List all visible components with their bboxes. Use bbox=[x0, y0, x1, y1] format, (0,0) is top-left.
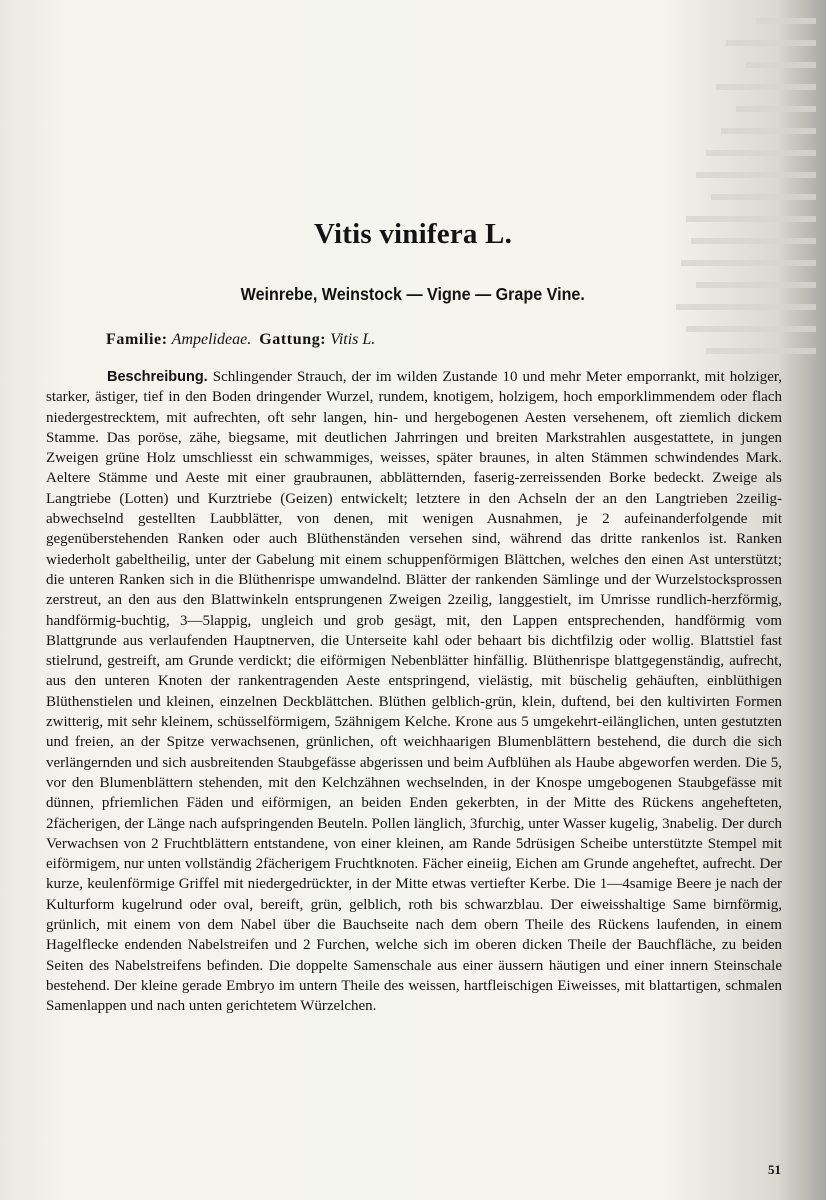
page-title: Vitis vinifera L. bbox=[313, 218, 513, 250]
genus-label: Gattung: bbox=[259, 331, 327, 348]
genus-value: Vitis L. bbox=[330, 331, 376, 348]
family-label: Familie: bbox=[106, 331, 168, 348]
family-value: Ampelideae. bbox=[171, 331, 252, 348]
taxonomy-line bbox=[106, 331, 375, 349]
description-label: Beschreibung. bbox=[107, 369, 208, 385]
common-names-subtitle: Weinrebe, Weinstock — Vigne — Grape Vine. bbox=[240, 284, 585, 304]
description-paragraph bbox=[46, 367, 782, 1017]
description-text: Schlingender Strauch, der im wilden Zustande 10 und mehr Meter emporrankt, mit holziger, starker, ästiger, tief in den Boden dringender Wurzel, rundem, knotigem, holzigem, hoch emporklimmendem oder flach niedergestrecktem, mit aufrechten, oft sehr langen, hin- und hergebogenen Aesten versehenem, oft ziemlich dickem Stamme. Das poröse, zähe, biegsame, mit deutlichen Jahrringen und breiten Markstrahlen ausgestattete, in jungen Zweigen grüne Holz umschliesst ein schwammiges, weisses, später braunes, in alten Stämmen schwindendes Mark. Aeltere Stämme und Aeste mit einer graubraunen, abblätternden, faserig-zerreissenden Borke bedeckt. Zweige als Langtriebe (Lotten) und Kurztriebe (Geizen) entwickelt; letztere in den Achseln der an den Langtrieben 2zeilig-abwechselnd gestellten Laubblätter, von denen, mit wenigen Ausnahmen, je 2 aufeinanderfolgende mit gegenüberstehenden Ranken oder auch Blüthenständen versehen sind, während das dritte rankenlos ist. Ranken wiederholt gabeltheilig, unter der Gabelung mit einem schuppenförmigen Blättchen, welches den einen Ast unterstützt; die unteren Ranken sich in die Blüthenrispe umwandelnd. Blätter der rankenden Sämlinge und der Wurzelstocksprossen zerstreut, an den aus den Blattwinkeln entsprungenen Zweigen 2zeilig, langgestielt, im Umrisse rundlich-herzförmig, handförmig-buchtig, 3—5lappig, ungleich und grob gesägt, mit, den Lappen entsprechenden, handförmig vom Blattgrunde aus verlaufenden Hauptnerven, die Unterseite kahl oder behaart bis dichtfilzig oder wollig. Blattstiel fast stielrund, gestreift, am Grunde verdickt; die eiförmigen Nebenblätter hinfällig. Blüthenrispe blattgegenständig, aufrecht, aus den unteren Knoten der rankentragenden Aeste entspringend, vielästig, mit büschelig gehäuften, einblüthigen Blüthenstielen und kleinen, einzelnen Deckblättchen. Blüthen gelblich-grün, klein, duftend, bei den kultivirten Formen zwitterig, mit sehr kleinem, schüsselförmigem, 5zähnigem Kelche. Krone aus 5 umgekehrt-eilänglichen, unten gestutzten und freien, an der Spitze verwachsenen, grünlichen, oft weichhaarigen Blumenblättern bestehend, die durch die sich verlängernden und sich ausbreitenden Staubgefässe abgerissen und beim Aufblühen als Haube abgeworfen werden. Die 5, vor den Blumenblättern stehenden, mit den Kelchzähnen wechselnden, in der Knospe umgebogenen Staubgefässe mit dünnen, pfriemlichen Fäden und eiförmigen, an beiden Enden gekerbten, in der Mitte des Rückens angehefteten, 2fächerigen, der Länge nach aufspringenden Beuteln. Pollen länglich, 3furchig, unter Wasser kugelig, 3nabelig. Der durch Verwachsen von 2 Fruchtblättern entstandene, von einer kleinen, am Rande 5drüsigen Scheibe unterstützte Stempel mit eiförmigem, nur unten vollständig 2fächerigem Fruchtknoten. Fächer eineiig, Eichen am Grunde angeheftet, aufrecht. Der kurze, keulenförmige Griffel mit niedergedrückter, in der Mitte etwas vertiefter Kerbe. Die 1—4samige Beere je nach der Kulturform kugelrund oder oval, bereift, grün, gelblich, roth bis schwarzblau. Der eiweisshaltige Same birnförmig, grünlich, mit einem von dem Nabel über die Bauchseite nach dem obern Theile des Rückens laufenden, in einem Hagelflecke endenden Nabelstreifen und 2 Furchen, welche sich im oberen dicken Theile der Bauchfläche, zu beiden Seiten des Nabelstreifens befinden. Die doppelte Samenschale aus einer äussern häutigen und einer innern Steinschale bestehend. Der kleine gerade Embryo im untern Theile des weissen, hartfleischigen Eiweisses, mit blattartigen, schmalen Samenlappen und nach unten gerichtetem Würzelchen. bbox=[46, 369, 783, 1015]
page-number: 51 bbox=[768, 1162, 781, 1177]
